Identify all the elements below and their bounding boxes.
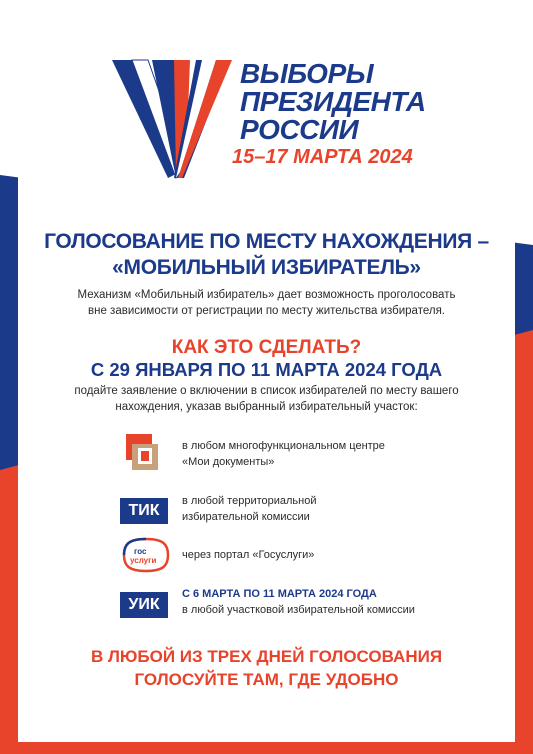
how-section: [18, 337, 515, 415]
option-mfc-line-2: «Мои документы»: [182, 456, 275, 468]
option-tik-line-1: в любой территориальной: [182, 495, 317, 507]
gosuslugi-logo-text-1: гос: [134, 547, 147, 556]
intro-text: [18, 287, 515, 319]
main-heading-line-2: «МОБИЛЬНЫЙ ИЗБИРАТЕЛЬ»: [112, 256, 421, 279]
intro-line-1: Механизм «Мобильный избиратель» дает возможность проголосовать: [77, 289, 456, 301]
option-mfc-line-1: в любом многофункциональном центре: [182, 440, 385, 452]
footer-line-2: ГОЛОСУЙТЕ ТАМ, ГДЕ УДОБНО: [134, 670, 399, 689]
how-question: КАК ЭТО СДЕЛАТЬ?: [171, 337, 362, 358]
tik-badge: ТИК: [120, 498, 168, 524]
main-heading-line-1: ГОЛОСОВАНИЕ ПО МЕСТУ НАХОЖДЕНИЯ –: [44, 230, 489, 253]
option-uik-line-1: С 6 МАРТА ПО 11 МАРТА 2024 ГОДА: [182, 588, 377, 600]
title-line-2: ПРЕЗИДЕНТА: [240, 86, 426, 117]
intro-line-2: вне зависимости от регистрации по месту жительства избирателя.: [88, 305, 445, 317]
main-heading: [18, 229, 515, 281]
option-uik-line-2: в любой участковой избирательной комиссии: [182, 604, 415, 616]
election-dates: 15–17 МАРТА 2024: [232, 146, 413, 168]
election-title: [232, 58, 426, 170]
mfc-logo-icon: [120, 434, 172, 474]
gosuslugi-logo-icon: [120, 535, 172, 575]
option-gosuslugi: [120, 535, 450, 575]
how-period: С 29 ЯНВАРЯ ПО 11 МАРТА 2024 ГОДА: [90, 359, 443, 380]
option-uik: [120, 585, 450, 625]
how-line-1: подайте заявление о включении в список избирателей по месту вашего: [74, 385, 459, 397]
title-line-3: РОССИИ: [240, 114, 359, 145]
option-mfc: [120, 434, 450, 474]
how-line-2: нахождения, указав выбранный избирательный участок:: [115, 401, 418, 413]
election-checkmark-logo: [112, 54, 232, 180]
footer-call: [18, 645, 515, 691]
option-tik-line-2: избирательной комиссии: [182, 511, 310, 523]
gosuslugi-logo-text-2: услуги: [130, 556, 157, 565]
uik-badge: УИК: [120, 592, 168, 618]
title-line-1: ВЫБОРЫ: [240, 58, 374, 89]
option-gosuslugi-line-1: через портал «Госуслуги»: [182, 549, 315, 561]
footer-line-1: В ЛЮБОЙ ИЗ ТРЕХ ДНЕЙ ГОЛОСОВАНИЯ: [90, 647, 443, 666]
option-tik: [120, 491, 450, 531]
